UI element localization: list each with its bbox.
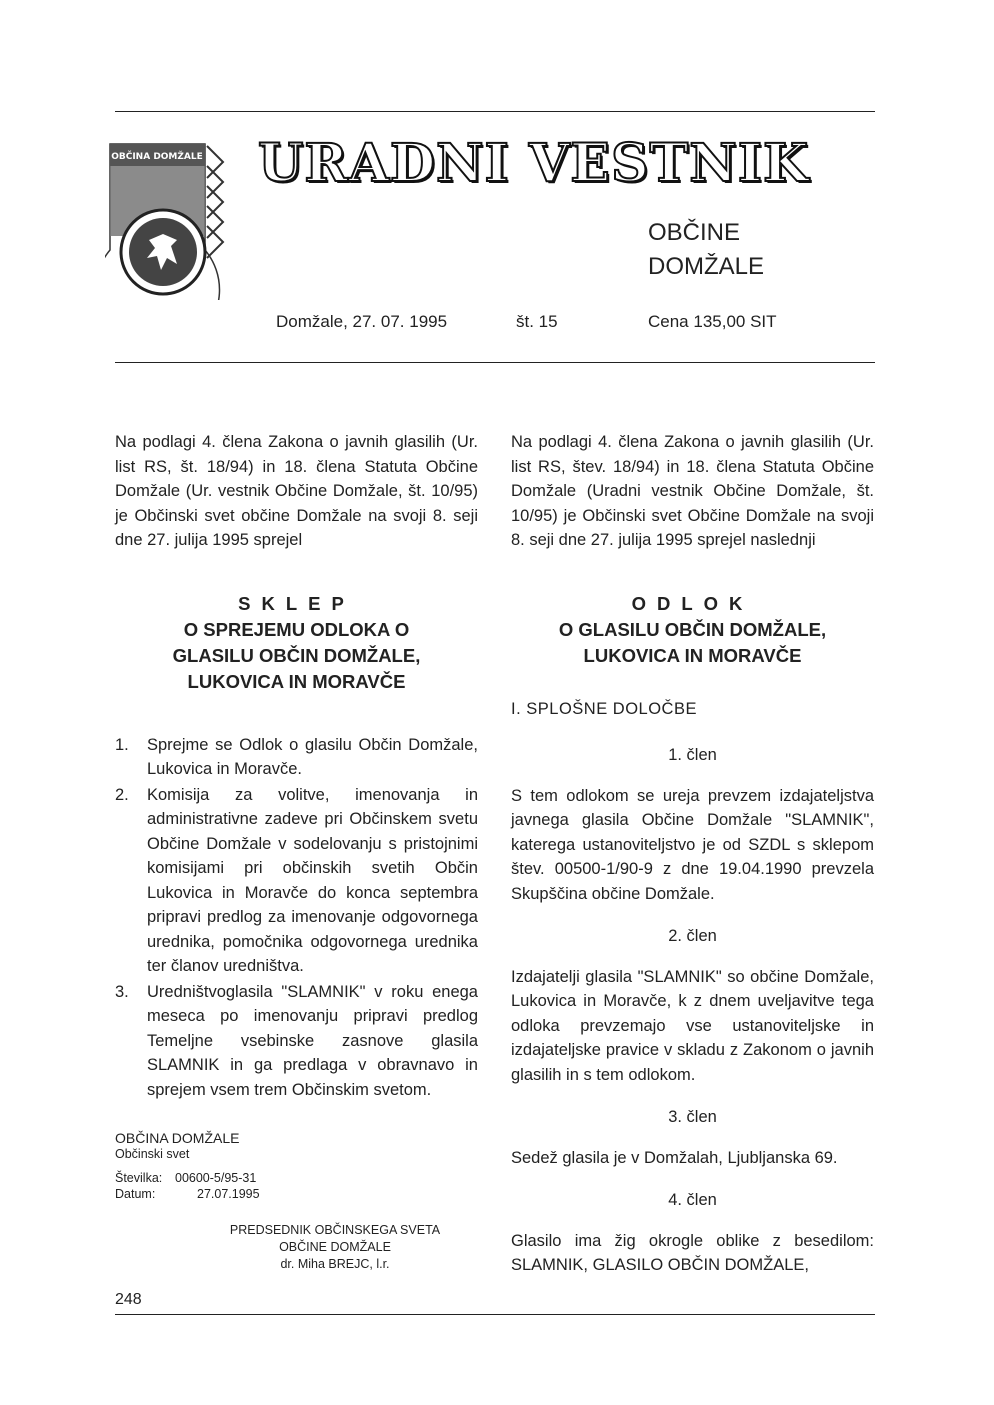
left-column bbox=[115, 430, 478, 1273]
sig-date-row bbox=[115, 1186, 478, 1202]
article-heading-4: 4. člen bbox=[668, 1191, 717, 1209]
sig-body: Občinski svet bbox=[115, 1147, 190, 1161]
right-column bbox=[511, 430, 874, 1278]
sklep-title bbox=[115, 591, 478, 695]
sklep-title-line2: GLASILU OBČIN DOMŽALE, bbox=[172, 644, 421, 666]
article-heading-1: 1. člen bbox=[668, 746, 717, 764]
article-text-2: Izdajatelji glasila "SLAMNIK" so občine Domžale, Lukovica in Moravče, k z dnem uveljavitve tega odloka prevzemajo vse ustanoviteljske in izdajateljske pravice v skladu z Zakonom o javnih glasilih in s tem odlokom. bbox=[511, 967, 874, 1084]
list-item bbox=[115, 733, 478, 782]
article-text-3: Sedež glasila je v Domžalah, Ljubljanska 69. bbox=[511, 1148, 838, 1167]
item-text: Uredništvoglasila "SLAMNIK" v roku enega meseca po imenovanju pripravi predlog Temeljne vsebinske zasnove glasila SLAMNIK in ga predlaga v obravnavo in sprejem vsem trem Občinskim svetom. bbox=[147, 982, 478, 1099]
list-item bbox=[115, 783, 478, 979]
publisher-line1: OBČINE bbox=[648, 219, 741, 246]
odlok-intro: Na podlagi 4. člena Zakona o javnih glasilih (Ur. list RS, štev. 18/94) in 18. člena Statuta Občine Domžale (Uradni vestnik Občine Domžale, št. 10/95) je Občinski svet Občine Domžale na svoji 8. seji dne 27. julija 1995 sprejel naslednji bbox=[511, 433, 874, 549]
issue-place-date: Domžale, 27. 07. 1995 bbox=[276, 312, 448, 331]
header-rule bbox=[115, 362, 875, 363]
sklep-items bbox=[115, 733, 478, 1103]
page-number: 248 bbox=[115, 1291, 142, 1308]
issue-number: št. 15 bbox=[516, 312, 558, 331]
sklep-intro: Na podlagi 4. člena Zakona o javnih glasilih (Ur. list RS, št. 18/94) in 18. člena Statuta Občine Domžale (Ur. vestnik Občine Domžale, št. 10/95) je Občinski svet občine Domžale na svoji 8. seji dne 27. julija 1995 sprejel bbox=[115, 433, 478, 549]
sig-org: OBČINA DOMŽALE bbox=[115, 1130, 240, 1146]
article-heading-3: 3. člen bbox=[668, 1108, 717, 1126]
logo-text: OBČINA DOMŽALE bbox=[111, 152, 203, 162]
sig-date-label: Datum: bbox=[115, 1187, 156, 1201]
article-text-4: Glasilo ima žig okrogle oblike z besedilom: SLAMNIK, GLASILO OBČIN DOMŽALE, bbox=[511, 1231, 874, 1274]
signature-block bbox=[115, 1130, 478, 1202]
item-number: 2. bbox=[115, 785, 129, 804]
odlok-title-line2: LUKOVICA IN MORAVČE bbox=[583, 644, 802, 666]
issue-price: Cena 135,00 SIT bbox=[648, 312, 777, 331]
item-text: Komisija za volitve, imenovanja in administrativne zadeve pri Občinskem svetu Občine Domžale v sodelovanju s pristojnimi komisijami pri občinskih svetih Občin Lukovica in Moravče do konca septembra pripravi predlog za imenovanje odgovornega urednika, pomočnika odgovornega urednika ter članov uredništva. bbox=[147, 785, 478, 975]
publisher-line2: DOMŽALE bbox=[648, 253, 765, 280]
top-rule bbox=[115, 111, 875, 112]
article-text-1: S tem odlokom se ureja prevzem izdajateljstva javnega glasila Občine Domžale "SLAMNIK", katerega ustanoviteljstvo je od SZDL s sklepom štev. 00500-1/90-9 z dne 19.04.1990 prevzela Skupščina občine Domžale. bbox=[511, 786, 874, 903]
odlok-title-word: ODLOK bbox=[631, 592, 754, 614]
sig-number-row bbox=[115, 1170, 478, 1186]
odlok-title-line1: O GLASILU OBČIN DOMŽALE, bbox=[558, 618, 827, 640]
sklep-title-line3: LUKOVICA IN MORAVČE bbox=[187, 670, 406, 692]
president-municipality: OBČINE DOMŽALE bbox=[279, 1240, 391, 1254]
article-heading-2: 2. člen bbox=[668, 927, 717, 945]
item-text: Sprejme se Odlok o glasilu Občin Domžale, Lukovica in Moravče. bbox=[147, 735, 478, 778]
odlok-title bbox=[511, 591, 874, 669]
president-title: PREDSEDNIK OBČINSKEGA SVETA bbox=[229, 1223, 441, 1237]
sig-number-label: Številka: bbox=[115, 1171, 163, 1185]
sklep-title-line1: O SPREJEMU ODLOKA O bbox=[183, 618, 410, 640]
section-heading: I. SPLOŠNE DOLOČBE bbox=[511, 699, 697, 718]
footer-rule bbox=[115, 1314, 875, 1315]
president-signature bbox=[215, 1222, 455, 1273]
masthead-title: URADNI VESTNIK bbox=[258, 133, 810, 194]
sig-number: 00600-5/95-31 bbox=[175, 1171, 257, 1185]
item-number: 3. bbox=[115, 982, 129, 1001]
sig-date: 27.07.1995 bbox=[197, 1187, 260, 1201]
publisher-name bbox=[648, 216, 764, 284]
municipality-logo bbox=[105, 140, 235, 300]
sklep-title-word: SKLEP bbox=[238, 592, 355, 614]
list-item bbox=[115, 980, 478, 1103]
president-name: dr. Miha BREJC, l.r. bbox=[280, 1257, 390, 1271]
item-number: 1. bbox=[115, 735, 129, 754]
